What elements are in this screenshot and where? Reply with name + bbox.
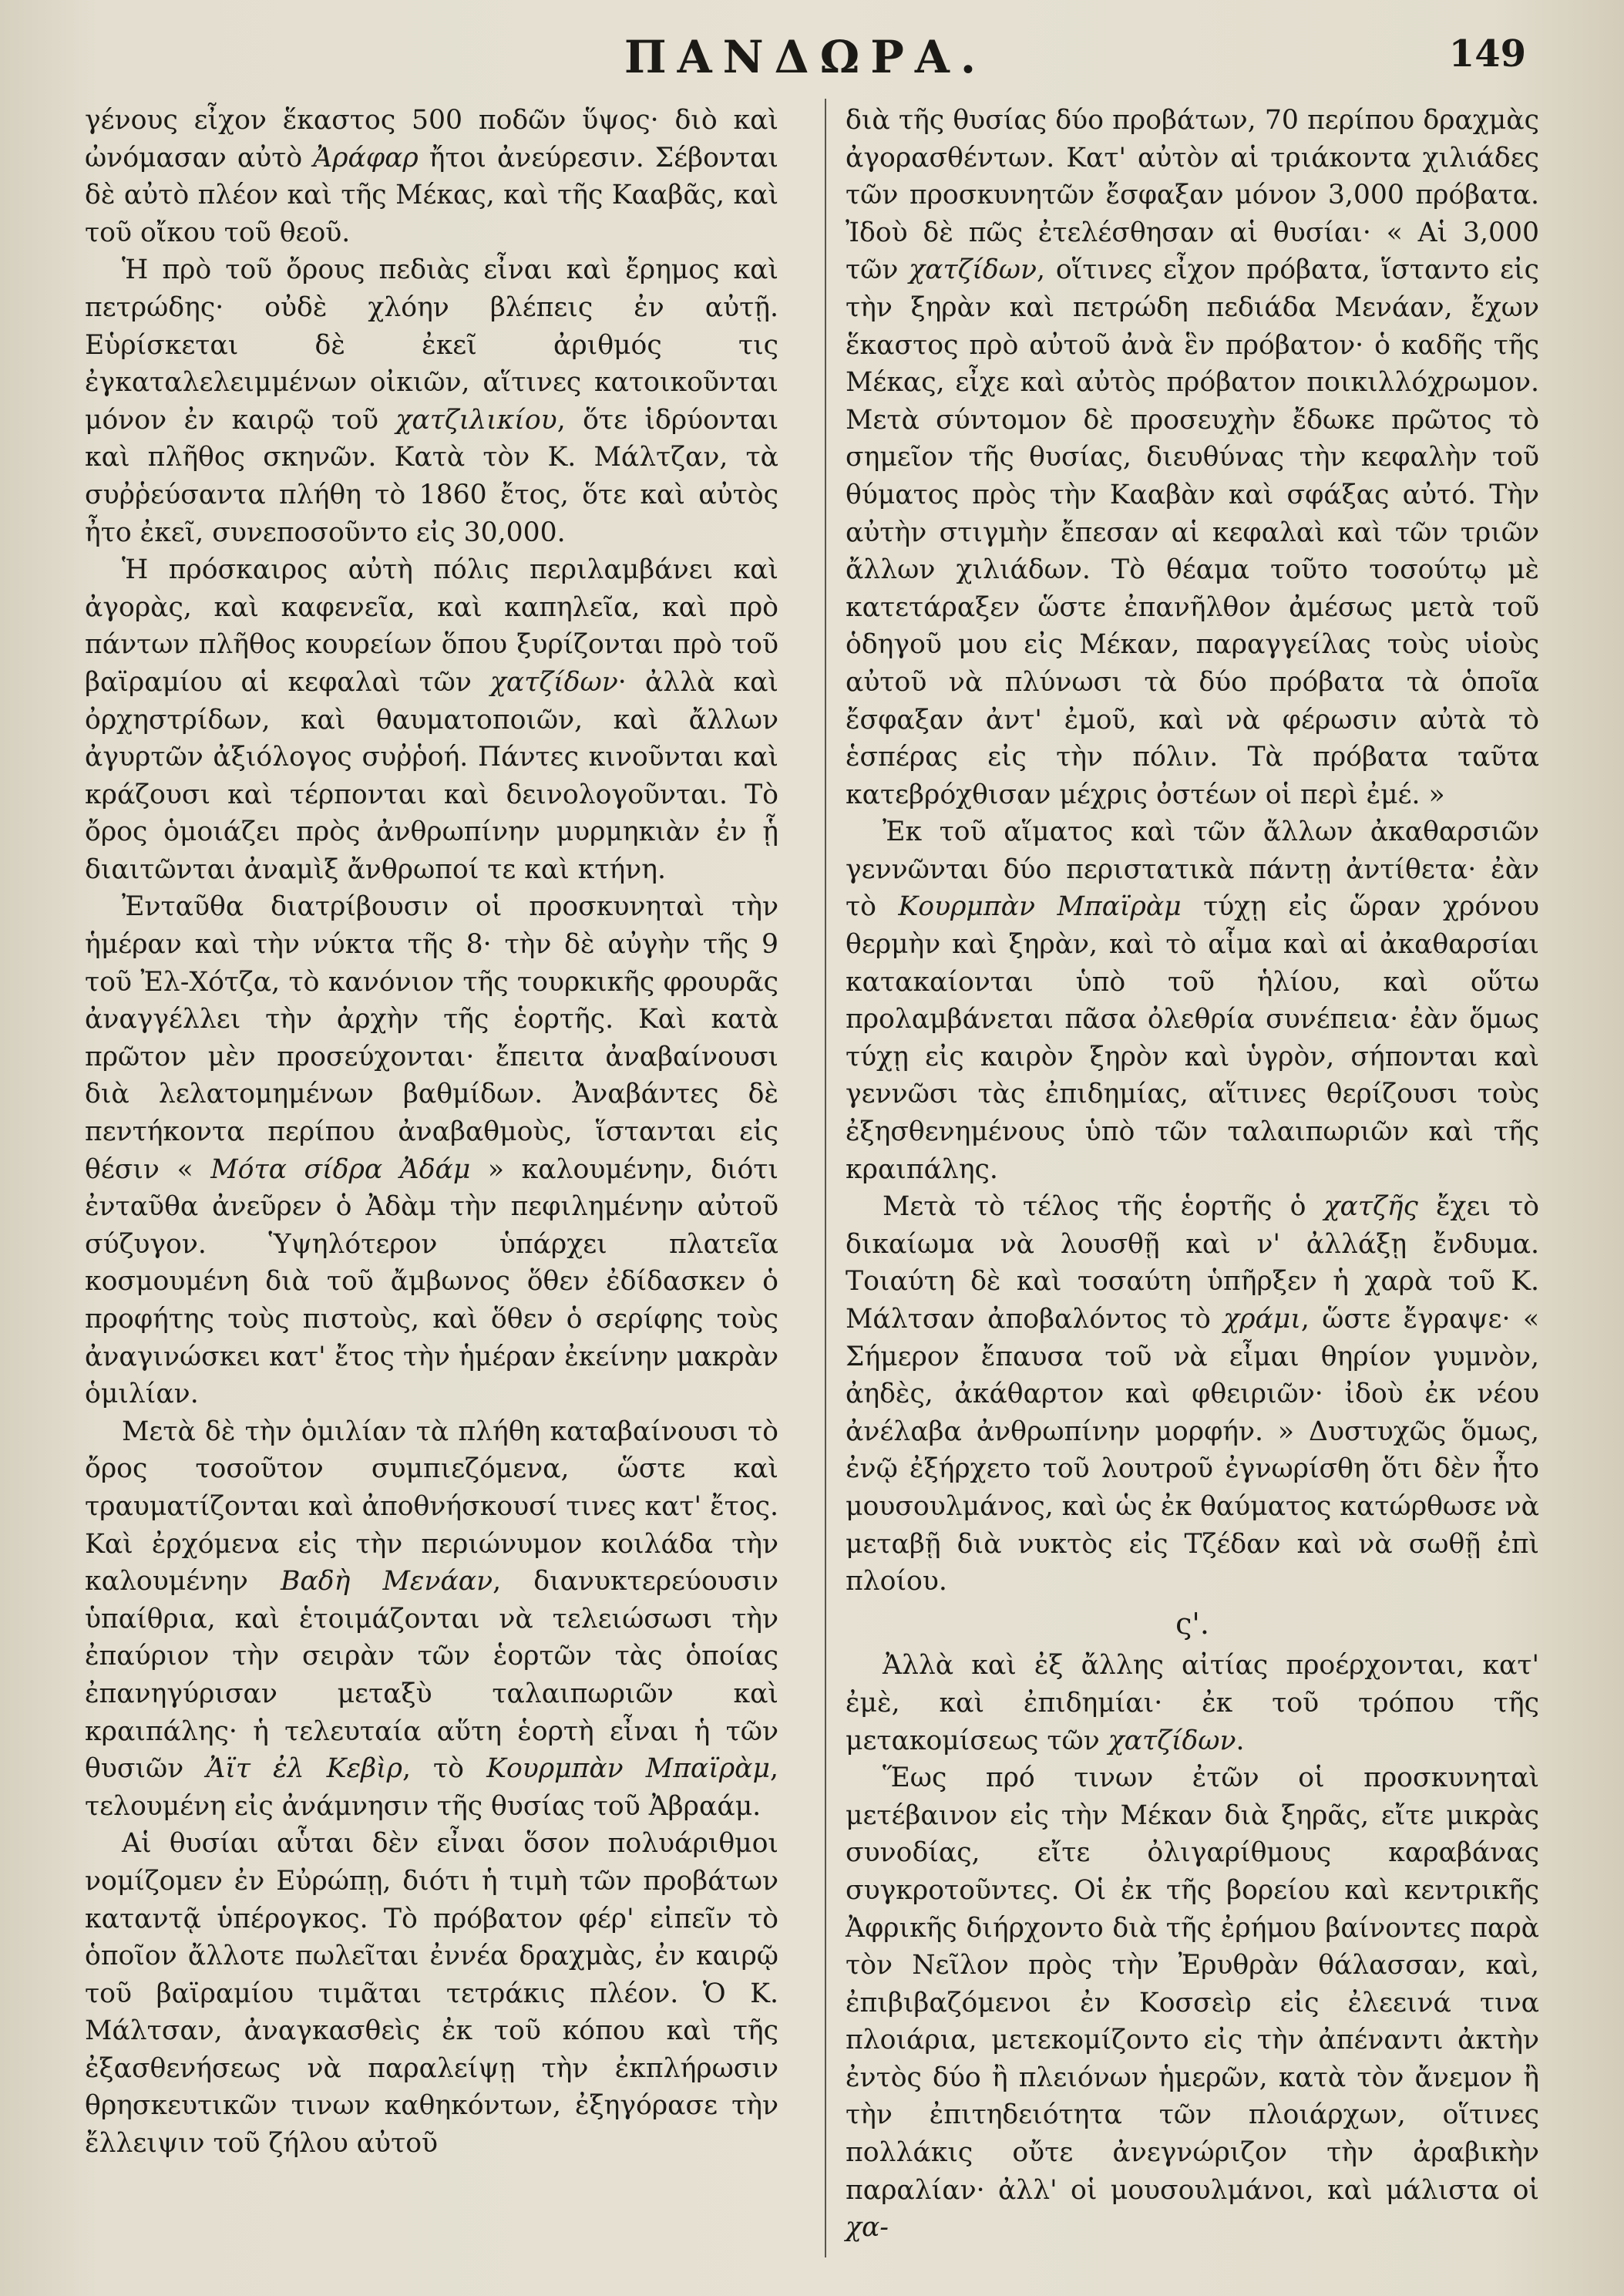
text-run: γένους εἶχον ἕκαστος 500 ποδῶν ὕψος· διὸ καὶ ὠνόμασαν αὐτὸ (85, 105, 778, 173)
text-run: . (1236, 1725, 1245, 1756)
italic-term: Βαδὴ Μενάαν (281, 1566, 493, 1597)
italic-term: Ἀράφαρ (313, 142, 419, 173)
text-run: , τελουμένη εἰς ἀνάμνησιν τῆς θυσίας τοῦ Ἀβραάμ. (85, 1753, 778, 1822)
paragraph (846, 102, 1539, 813)
paragraph (85, 1413, 778, 1826)
text-run: Ἀλλὰ καὶ ἐξ ἄλλης αἰτίας προέρχονται, κατ' ἐμὲ, καὶ ἐπιδημίαι· ἐκ τοῦ τρόπου τῆς μετακομίσεως τῶν (846, 1650, 1539, 1756)
text-run: Ἕως πρό τινων ἐτῶν οἱ προσκυνηταὶ μετέβαινον εἰς τὴν Μέκαν διὰ ξηρᾶς, εἴτε μικρὰς συνοδίας, εἴτε ὀλιγαρίθμους καραβάνας συγκροτοῦντες. Οἱ ἐκ τῆς βορείου καὶ κεντρικῆς Ἀφρικῆς διήρχοντο διὰ τῆς ἐρήμου βαίνοντες παρὰ τὸν Νεῖλον πρὸς τὴν Ἐρυθρὰν θάλασσαν, καὶ, ἐπιβιβαζόμενοι ἐν Κοσσεὶρ εἰς ἐλεεινά τινα πλοιάρια, μετεκομίζοντο εἰς τὴν ἀπέναντι ἀκτὴν ἐντὸς δύο ἢ πλειόνων ἡμερῶν, κατὰ τὸν ἄνεμον ἢ τὴν ἐπιτηδειότητα τῶν πλοιάρχων, οἵτινες πολλάκις οὔτε ἀνεγνώριζον τὴν ἀραβικὴν παραλίαν· ἀλλ' οἱ μουσουλμάνοι, καὶ μάλιστα οἱ (846, 1762, 1539, 2206)
text-run: , ὥστε ἔγραψε· « Σήμερον ἔπαυσα τοῦ νὰ εἶμαι θηρίον γυμνὸν, ἀηδὲς, ἀκάθαρτον καὶ φθειριῶν· ἰδοὺ ἐκ νέου ἀνέλαβα ἀνθρωπίνην μορφήν. » Δυστυχῶς ὅμως, ἐνῷ ἐξήρχετο τοῦ λουτροῦ ἐγνωρίσθη ὅτι δὲν ἦτο μουσουλμάνος, καὶ ὡς ἐκ θαύματος κατώρθωσε νὰ μεταβῇ διὰ νυκτὸς εἰς Τζέδαν καὶ νὰ σωθῇ ἐπὶ πλοίου. (846, 1304, 1539, 1597)
text-run: ἤτοι ἀνεύρεσιν. Σέβονται δὲ αὐτὸ πλέον καὶ τῆς Μέκας, καὶ τῆς Κααβᾶς, καὶ τοῦ οἴκου τοῦ θεοῦ. (85, 142, 778, 248)
paragraph (846, 1759, 1539, 2247)
text-run: Ἡ πρόσκαιρος αὐτὴ πόλις περιλαμβάνει καὶ ἀγορὰς, καὶ καφενεῖα, καὶ καπηλεῖα, καὶ πρὸ πάντων πλῆθος κουρείων ὅπου ξυρίζονται πρὸ τοῦ βαϊραμίου αἱ κεφαλαὶ τῶν (85, 554, 778, 698)
paragraph (85, 888, 778, 1412)
text-run: Αἱ θυσίαι αὗται δὲν εἶναι ὅσον πολυάριθμοι νομίζομεν ἐν Εὐρώπῃ, διότι ἡ τιμὴ τῶν προβάτων καταντᾷ ὑπέρογκος. Τὸ πρόβατον φέρ' εἰπεῖν τὸ ὁποῖον ἄλλοτε πωλεῖται ἐννέα δραχμὰς, ἐν καιρῷ τοῦ βαϊραμίου τιμᾶται τετράκις πλέον. Ὁ Κ. Μάλτσαν, ἀναγκασθεὶς ἐκ τοῦ κόπου καὶ τῆς ἐξασθενήσεως νὰ παραλείψῃ τὴν ἐκπλήρωσιν θρησκευτικῶν τινων καθηκόντων, ἐξηγόρασε τὴν ἔλλειψιν τοῦ ζήλου αὐτοῦ (85, 1828, 778, 2160)
text-run: Ἡ πρὸ τοῦ ὄρους πεδιὰς εἶναι καὶ ἔρημος καὶ πετρώδης· οὐδὲ χλόην βλέπεις ἐν αὐτῇ. Εὑρίσκεται δὲ ἐκεῖ ἀριθμός τις ἐγκαταλελειμμένων οἰκιῶν, αἵτινες κατοικοῦνται μόνον ἐν καιρῷ τοῦ (85, 254, 778, 436)
text-run: τύχῃ εἰς ὥραν χρόνου θερμὴν καὶ ξηρὰν, καὶ τὸ αἷμα καὶ αἱ ἀκαθαρσίαι κατακαίονται ὑπὸ τοῦ ἡλίου, καὶ οὕτω προλαμβάνεται πᾶσα ὀλεθρία συνέπεια· ἐὰν ὅμως τύχῃ εἰς καιρὸν ξηρὸν καὶ ὑγρὸν, σήπονται καὶ γεννῶσι τὰς ἐπιδημίας, αἵτινες θερίζουσι τοὺς ἐξησθενημένους ὑπὸ τῶν ταλαιπωριῶν καὶ τῆς κραιπάλης. (846, 891, 1539, 1185)
italic-term: χα- (846, 2212, 889, 2244)
text-run: , οἵτινες εἶχον πρόβατα, ἵσταντο εἰς τὴν ξηρὰν καὶ πετρώδη πεδιάδα Μενάαν, ἔχων ἕκαστος πρὸ αὐτοῦ ἀνὰ ἓν πρόβατον· ὁ καδῆς τῆς Μέκας, εἶχε καὶ αὐτὸς πρόβατον ποικιλλόχρωμον. Μετὰ σύντομον δὲ προσευχὴν ἔδωκε πρῶτος τὸ σημεῖον τῆς θυσίας, διευθύνας τὴν κεφαλὴν τοῦ θύματος πρὸς τὴν Κααβὰν καὶ σφάξας αὐτό. Τὴν αὐτὴν στιγμὴν ἔπεσαν αἱ κεφαλαὶ καὶ τῶν τριῶν ἄλλων χιλιάδων. Τὸ θέαμα τοῦτο τοσούτῳ μὲ κατετάραξεν ὥστε ἐπανῆλθον ἀμέσως μετὰ τοῦ ὁδηγοῦ μου εἰς Μέκαν, παραγγείλας τοὺς υἱοὺς αὐτοῦ νὰ πλύνωσι τὰ δύο πρόβατα τὰ ὁποῖα ἔσφαξαν ἀντ' ἐμοῦ, καὶ νὰ φέρωσιν αὐτὰ τὸ ἑσπέρας εἰς τὴν πόλιν. Τὰ πρόβατα ταῦτα κατεβρόχθισαν μέχρις ὀστέων οἱ περὶ ἐμέ. » (846, 254, 1539, 810)
column-divider (825, 99, 826, 2257)
text-run: , διανυκτερεύουσιν ὑπαίθρια, καὶ ἑτοιμάζονται νὰ τελειώσωσι τὴν ἐπαύριον τὴν σειρὰν τῶν ἑορτῶν τὰς ὁποίας ἐπανηγύρισαν μεταξὺ ταλαιπωριῶν καὶ κραιπάλης· ἡ τελευταία αὕτη ἑορτὴ εἶναι ἡ τῶν θυσιῶν (85, 1566, 778, 1785)
page-number: 149 (1448, 32, 1526, 76)
paragraph (846, 813, 1539, 1188)
left-column (85, 102, 778, 2163)
paragraph (85, 1825, 778, 2162)
text-run: , τὸ (402, 1753, 487, 1785)
italic-term: χατζίδων (1108, 1725, 1236, 1756)
text-run: Ἐκ τοῦ αἵματος καὶ τῶν ἄλλων ἀκαθαρσιῶν γεννῶνται δύο περιστατικὰ πάντῃ ἀντίθετα· ἐὰν τὸ (846, 816, 1539, 923)
paragraph (846, 1188, 1539, 1601)
italic-term: Μότα σίδρα Ἀδάμ (210, 1153, 471, 1185)
italic-term: χατζιλικίου (395, 404, 557, 436)
right-column (846, 102, 1539, 2247)
italic-term: χατζίδων (489, 666, 618, 698)
text-run: Μετὰ δὲ τὴν ὁμιλίαν τὰ πλήθη καταβαίνουσι τὸ ὄρος τοσοῦτον συμπιεζόμενα, ὥστε καὶ τραυματίζονται καὶ ἀποθνήσκουσί τινες κατ' ἔτος. Καὶ ἐρχόμενα εἰς τὴν περιώνυμον κοιλάδα τὴν καλουμένην (85, 1416, 778, 1597)
italic-term: χράμι (1223, 1304, 1301, 1335)
running-title: ΠΑΝΔΩΡΑ. (624, 31, 987, 83)
italic-term: Κουρμπὰν Μπαϊρὰμ (486, 1753, 770, 1785)
text-run: · ἀλλὰ καὶ ὀρχηστρίδων, καὶ θαυματοποιῶν, καὶ ἄλλων ἀγυρτῶν ἀξιόλογος συῤῥοή. Πάντες κινοῦνται καὶ κράζουσι καὶ τέρπονται καὶ δεινολογοῦνται. Τὸ ὄρος ὁμοιάζει πρὸς ἀνθρωπίνην μυρμηκιὰν ἐν ᾗ διαιτῶνται ἀναμὶξ ἄνθρωποί τε καὶ κτήνη. (85, 666, 778, 885)
right-column-upper (846, 102, 1539, 1601)
paragraph (85, 551, 778, 888)
text-run: διὰ τῆς θυσίας δύο προβάτων, 70 περίπου δραχμὰς ἀγορασθέντων. Κατ' αὐτὸν αἱ τριάκοντα χιλιάδες τῶν προσκυνητῶν ἔσφαξαν μόνον 3,000 πρόβατα. Ἰδοὺ δὲ πῶς ἐτελέσθησαν αἱ θυσίαι· « Αἱ 3,000 τῶν (846, 105, 1539, 286)
text-run: » καλουμένην, διότι ἐνταῦθα ἀνεῦρεν ὁ Ἀδὰμ τὴν πεφιλημένην αὐτοῦ σύζυγον. Ὑψηλότερον ὑπάρχει πλατεῖα κοσμουμένη διὰ τοῦ ἄμβωνος ὅθεν ἐδίδασκεν ὁ προφήτης τοὺς πιστοὺς, καὶ ὅθεν ὁ σερίφης τοὺς ἀναγινώσκει κατ' ἔτος τὴν ἡμέραν ἐκείνην μακρὰν ὁμιλίαν. (85, 1153, 778, 1410)
text-run: Μετὰ τὸ τέλος τῆς ἑορτῆς ὁ (883, 1191, 1324, 1223)
text-run: Ἐνταῦθα διατρίβουσιν οἱ προσκυνηταὶ τὴν ἡμέραν καὶ τὴν νύκτα τῆς 8· τὴν δὲ αὐγὴν τῆς 9 τοῦ Ἐλ-Χότζα, τὸ κανόνιον τῆς τουρκικῆς φρουρᾶς ἀναγγέλλει τὴν ἀρχὴν τῆς ἑορτῆς. Καὶ κατὰ πρῶτον μὲν προσεύχονται· ἔπειτα ἀναβαίνουσι διὰ λελατομημένων βαθμίδων. Ἀναβάντες δὲ πεντήκοντα περίπου ἀναβαθμοὺς, ἵστανται εἰς θέσιν « (85, 891, 778, 1185)
italic-term: χατζῆς (1323, 1191, 1418, 1223)
text-run: , ὅτε ἱδρύονται καὶ πλῆθος σκηνῶν. Κατὰ τὸν Κ. Μάλτζαν, τὰ συῤῥεύσαντα πλήθη τὸ 1860 ἔτος, ὅτε καὶ αὐτὸς ἦτο ἐκεῖ, συνεποσοῦντο εἰς 30,000. (85, 404, 778, 548)
paragraph (85, 102, 778, 251)
section-mark: ς'. (1175, 1606, 1209, 1641)
paragraph (846, 1647, 1539, 1759)
italic-term: Ἀϊτ ἐλ Κεβὶρ (206, 1753, 402, 1785)
text-run: ἔχει τὸ δικαίωμα νὰ λουσθῇ καὶ ν' ἀλλάξῃ ἔνδυμα. Τοιαύτη δὲ καὶ τοσαύτη ὑπῆρξεν ἡ χαρὰ τοῦ Κ. Μάλτσαν ἀποβαλόντος τὸ (846, 1191, 1539, 1335)
paragraph (85, 251, 778, 551)
page-header (85, 22, 1526, 91)
italic-term: Κουρμπὰν Μπαϊρὰμ (898, 891, 1182, 923)
italic-term: χατζίδων (909, 254, 1037, 286)
right-column-lower (846, 1647, 1539, 2247)
